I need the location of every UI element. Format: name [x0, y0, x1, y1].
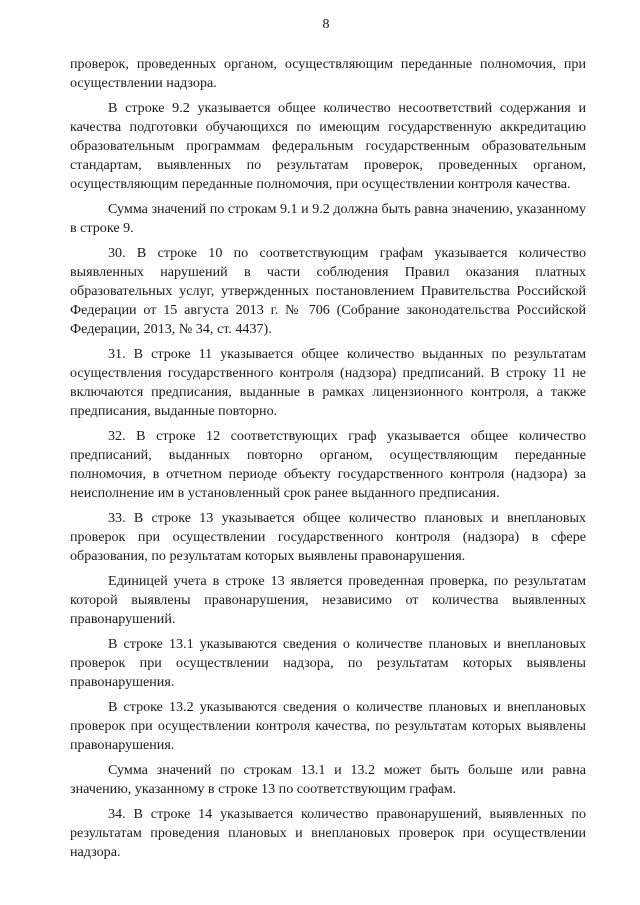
- paragraph-item-30: 30. В строке 10 по соответствующим графам указывается количество выявленных нарушений в части соблюдения Правил оказания платных образовательных услуг, утвержденных постановлением Правительства Российской Федерации от 15 августа 2013 г. № 706 (Собрание законодательства Российской Федерации, 2013, № 34, ст. 4437).: [70, 245, 586, 337]
- paragraph-item-33: 33. В строке 13 указывается общее количество плановых и внеплановых проверок при осуществлении государственного контроля (надзора) в сфере образования, по результатам которых выявлены правонарушения.: [70, 510, 586, 564]
- paragraph-row-13-2: В строке 13.2 указываются сведения о количестве плановых и внеплановых проверок при осуществлении контроля качества, по результатам которых выявлены правонарушения.: [70, 699, 586, 753]
- paragraph-sum-9: Сумма значений по строкам 9.1 и 9.2 должна быть равна значению, указанному в строке 9.: [70, 201, 586, 236]
- paragraph-sum-13: Сумма значений по строкам 13.1 и 13.2 может быть больше или равна значению, указанному в строке 13 по соответствующим графам.: [70, 762, 586, 797]
- document-body: [70, 55, 586, 862]
- paragraph-unit-row-13: Единицей учета в строке 13 является проведенная проверка, по результатам которой выявлены правонарушения, независимо от количества выявленных правонарушений.: [70, 573, 586, 627]
- page-number: 8: [322, 17, 330, 32]
- paragraph-row-9-2: В строке 9.2 указывается общее количество несоответствий содержания и качества подготовки обучающихся по имеющим государственную аккредитацию образовательным программам федеральным государственным образовательным стандартам, выявленных по результатам проверок, проведенных органом, осуществляющим переданные полномочия, при осуществлении контроля качества.: [70, 100, 586, 192]
- paragraph-row-13-1: В строке 13.1 указываются сведения о количестве плановых и внеплановых проверок при осуществлении надзора, по результатам которых выявлены правонарушения.: [70, 636, 586, 690]
- paragraph-item-31: 31. В строке 11 указывается общее количество выданных по результатам осуществления государственного контроля (надзора) предписаний. В строку 11 не включаются предписания, выданные в рамках лицензионного контроля, а также предписания, выданные повторно.: [70, 346, 586, 419]
- paragraph-item-34: 34. В строке 14 указывается количество правонарушений, выявленных по результатам проведения плановых и внеплановых проверок при осуществлении надзора.: [70, 806, 586, 860]
- paragraph-continuation: проверок, проведенных органом, осуществляющим переданные полномочия, при осуществлении надзора.: [70, 56, 586, 91]
- paragraph-item-32: 32. В строке 12 соответствующих граф указывается общее количество предписаний, выданных повторно органом, осуществляющим переданные полномочия, в отчетном периоде объекту государственного контроля (надзора) за неисполнение им в установленный срок ранее выданного предписания.: [70, 428, 586, 501]
